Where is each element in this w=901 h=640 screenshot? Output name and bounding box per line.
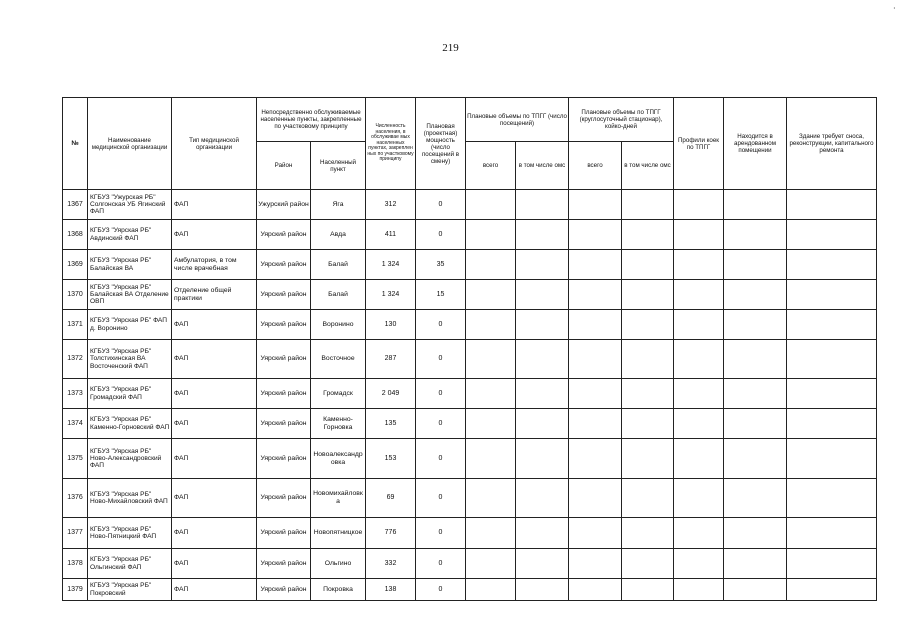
row-visits-total [466,579,516,601]
row-rented [724,379,787,409]
row-org: КГБУЗ "Уярская РБ" Ново-Пятницкий ФАП [88,518,172,549]
page-number: 219 [442,42,459,54]
table-row [63,479,877,518]
row-beds-total [569,479,622,518]
row-capacity: 0 [416,549,466,579]
row-rented [724,518,787,549]
row-rebuild [787,310,877,340]
row-type: ФАП [172,409,257,439]
table-row [63,340,877,379]
row-beds-oms [622,310,674,340]
row-rented [724,479,787,518]
row-population: 411 [366,220,416,250]
row-capacity: 0 [416,310,466,340]
row-beds-oms [622,518,674,549]
row-org: КГБУЗ "Уярская РБ" Ново-Михайловский ФАП [88,479,172,518]
row-beds-oms [622,340,674,379]
row-capacity: 0 [416,518,466,549]
row-num: 1379 [63,579,88,601]
header-org: Наименование медицинской организации [88,98,172,190]
row-population: 776 [366,518,416,549]
row-visits-oms [516,479,569,518]
row-rented [724,220,787,250]
row-visits-total [466,280,516,310]
row-org: КГБУЗ "Уярская РБ" Громадский ФАП [88,379,172,409]
row-beds-oms [622,549,674,579]
row-rebuild [787,220,877,250]
row-visits-total [466,379,516,409]
row-settlement: Громадск [311,379,366,409]
row-population: 287 [366,340,416,379]
row-population: 130 [366,310,416,340]
row-type: ФАП [172,379,257,409]
row-beds-total [569,549,622,579]
row-profiles [674,518,724,549]
row-beds-oms [622,479,674,518]
row-org: КГБУЗ "Уярская РБ" Авдинский ФАП [88,220,172,250]
row-district: Ужурский район [257,190,311,220]
header-visits: Плановые объемы по ТПГГ (число посещений) [466,98,569,142]
row-capacity: 15 [416,280,466,310]
row-visits-total [466,518,516,549]
header-population: Численность населения, в обслуживае мых населенных пунктах, закреплен ных по участковому принципу [366,98,416,190]
row-beds-oms [622,409,674,439]
row-type: ФАП [172,579,257,601]
row-profiles [674,250,724,280]
row-population: 1 324 [366,250,416,280]
row-beds-total [569,439,622,479]
row-rebuild [787,280,877,310]
table-row [63,549,877,579]
header-served: Непосредственно обслуживаемые населенные пункты, закрепленные по участковому принципу [257,98,366,142]
row-district: Уярский район [257,549,311,579]
row-capacity: 0 [416,409,466,439]
row-profiles [674,340,724,379]
row-visits-oms [516,280,569,310]
row-rebuild [787,518,877,549]
row-visits-total [466,479,516,518]
row-profiles [674,579,724,601]
row-org: КГБУЗ "Уярская РБ" ФАП д. Воронино [88,310,172,340]
row-district: Уярский район [257,250,311,280]
row-beds-oms [622,579,674,601]
corner-mark: · [893,4,896,13]
row-rented [724,549,787,579]
row-district: Уярский район [257,220,311,250]
row-num: 1374 [63,409,88,439]
row-rented [724,250,787,280]
row-beds-total [569,280,622,310]
row-visits-oms [516,220,569,250]
row-beds-total [569,220,622,250]
table-row [63,250,877,280]
row-capacity: 0 [416,190,466,220]
header-beds-oms: в том числе омс [622,142,674,190]
row-type: ФАП [172,190,257,220]
row-settlement: Ольгино [311,549,366,579]
header-visits-oms: в том числе омс [516,142,569,190]
row-capacity: 0 [416,379,466,409]
row-population: 2 049 [366,379,416,409]
row-beds-oms [622,190,674,220]
row-settlement: Яга [311,190,366,220]
row-settlement: Новомихайловка [311,479,366,518]
header-num: № [63,98,88,190]
row-settlement: Каменно-Горновка [311,409,366,439]
row-visits-oms [516,250,569,280]
row-population: 138 [366,579,416,601]
row-visits-total [466,250,516,280]
row-settlement: Новоалександровка [311,439,366,479]
row-visits-total [466,409,516,439]
row-beds-total [569,310,622,340]
row-type: ФАП [172,310,257,340]
row-district: Уярский район [257,479,311,518]
row-org: КГБУЗ "Уярская РБ" Балайская ВА [88,250,172,280]
row-visits-oms [516,340,569,379]
row-settlement: Авда [311,220,366,250]
row-beds-oms [622,379,674,409]
header-capacity: Плановая (проектная) мощность (число посещений в смену) [416,98,466,190]
row-type: ФАП [172,439,257,479]
row-profiles [674,549,724,579]
row-capacity: 35 [416,250,466,280]
row-settlement: Балай [311,250,366,280]
header-beds: Плановые объемы по ТПГГ (круглосуточный стационар), койко-дней [569,98,674,142]
table-row [63,439,877,479]
row-rebuild [787,549,877,579]
row-beds-total [569,250,622,280]
row-beds-oms [622,280,674,310]
row-type: ФАП [172,549,257,579]
row-population: 312 [366,190,416,220]
row-num: 1375 [63,439,88,479]
table-row [63,220,877,250]
row-visits-oms [516,409,569,439]
row-beds-total [569,518,622,549]
row-beds-total [569,340,622,379]
row-rebuild [787,340,877,379]
row-visits-oms [516,379,569,409]
row-population: 135 [366,409,416,439]
row-num: 1373 [63,379,88,409]
row-settlement: Воронино [311,310,366,340]
row-num: 1377 [63,518,88,549]
row-org: КГБУЗ "Ужурская РБ" Солгонская УБ Ягинский ФАП [88,190,172,220]
row-beds-total [569,379,622,409]
row-capacity: 0 [416,439,466,479]
row-rented [724,409,787,439]
row-rebuild [787,409,877,439]
row-beds-oms [622,220,674,250]
row-district: Уярский район [257,439,311,479]
row-beds-total [569,579,622,601]
row-rented [724,280,787,310]
row-capacity: 0 [416,340,466,379]
row-rented [724,439,787,479]
row-org: КГБУЗ "Уярская РБ" Покровский [88,579,172,601]
row-visits-oms [516,518,569,549]
header-type: Тип медицинской организации [172,98,257,190]
row-org: КГБУЗ "Уярская РБ" Ново-Александровский ФАП [88,439,172,479]
table-body [63,190,877,601]
row-visits-total [466,549,516,579]
row-org: КГБУЗ "Уярская РБ" Каменно-Горновский ФАП [88,409,172,439]
header-settlement: Населенный пункт [311,142,366,190]
row-num: 1372 [63,340,88,379]
row-rebuild [787,479,877,518]
row-district: Уярский район [257,409,311,439]
row-org: КГБУЗ "Уярская РБ" Ольгинский ФАП [88,549,172,579]
row-visits-total [466,310,516,340]
row-capacity: 0 [416,220,466,250]
row-rebuild [787,579,877,601]
row-visits-oms [516,190,569,220]
row-rented [724,340,787,379]
row-visits-total [466,190,516,220]
row-district: Уярский район [257,518,311,549]
row-profiles [674,439,724,479]
row-district: Уярский район [257,280,311,310]
row-rebuild [787,439,877,479]
row-num: 1369 [63,250,88,280]
header-rented: Находится в арендованном помещении [724,98,787,190]
row-type: ФАП [172,479,257,518]
row-settlement: Покровка [311,579,366,601]
row-visits-oms [516,439,569,479]
row-type: Амбулатория, в том числе врачебная [172,250,257,280]
header-row-1 [63,98,877,142]
facilities-table [62,97,877,601]
row-num: 1367 [63,190,88,220]
row-org: КГБУЗ "Уярская РБ" Балайская ВА Отделение ОВП [88,280,172,310]
row-beds-total [569,409,622,439]
table-row [63,518,877,549]
row-type: ФАП [172,340,257,379]
row-district: Уярский район [257,340,311,379]
row-rented [724,579,787,601]
row-profiles [674,479,724,518]
row-profiles [674,220,724,250]
row-population: 332 [366,549,416,579]
row-visits-oms [516,310,569,340]
table-row [63,379,877,409]
table-row [63,409,877,439]
table-row [63,280,877,310]
row-rebuild [787,379,877,409]
row-district: Уярский район [257,310,311,340]
row-settlement: Восточное [311,340,366,379]
header-beds-total: всего [569,142,622,190]
row-rented [724,190,787,220]
row-type: Отделение общей практики [172,280,257,310]
row-settlement: Новопятницкое [311,518,366,549]
row-population: 1 324 [366,280,416,310]
row-type: ФАП [172,518,257,549]
row-profiles [674,190,724,220]
row-num: 1378 [63,549,88,579]
row-visits-total [466,340,516,379]
row-rebuild [787,250,877,280]
row-population: 153 [366,439,416,479]
row-rebuild [787,190,877,220]
row-num: 1370 [63,280,88,310]
row-capacity: 0 [416,579,466,601]
header-profiles: Профили коек по ТПГГ [674,98,724,190]
row-beds-oms [622,439,674,479]
row-district: Уярский район [257,379,311,409]
row-rented [724,310,787,340]
row-num: 1371 [63,310,88,340]
row-beds-total [569,190,622,220]
row-settlement: Балай [311,280,366,310]
row-num: 1376 [63,479,88,518]
header-visits-total: всего [466,142,516,190]
row-num: 1368 [63,220,88,250]
table-row [63,579,877,601]
row-visits-oms [516,549,569,579]
row-capacity: 0 [416,479,466,518]
header-rebuild: Здание требует сноса, реконструкции, капитального ремонта [787,98,877,190]
row-org: КГБУЗ "Уярская РБ" Толстихинская ВА Восточенский ФАП [88,340,172,379]
row-profiles [674,409,724,439]
row-profiles [674,280,724,310]
row-type: ФАП [172,220,257,250]
row-profiles [674,310,724,340]
header-district: Район [257,142,311,190]
row-visits-oms [516,579,569,601]
row-visits-total [466,439,516,479]
row-beds-oms [622,250,674,280]
table-row [63,190,877,220]
table-row [63,310,877,340]
row-profiles [674,379,724,409]
row-district: Уярский район [257,579,311,601]
row-population: 69 [366,479,416,518]
row-visits-total [466,220,516,250]
